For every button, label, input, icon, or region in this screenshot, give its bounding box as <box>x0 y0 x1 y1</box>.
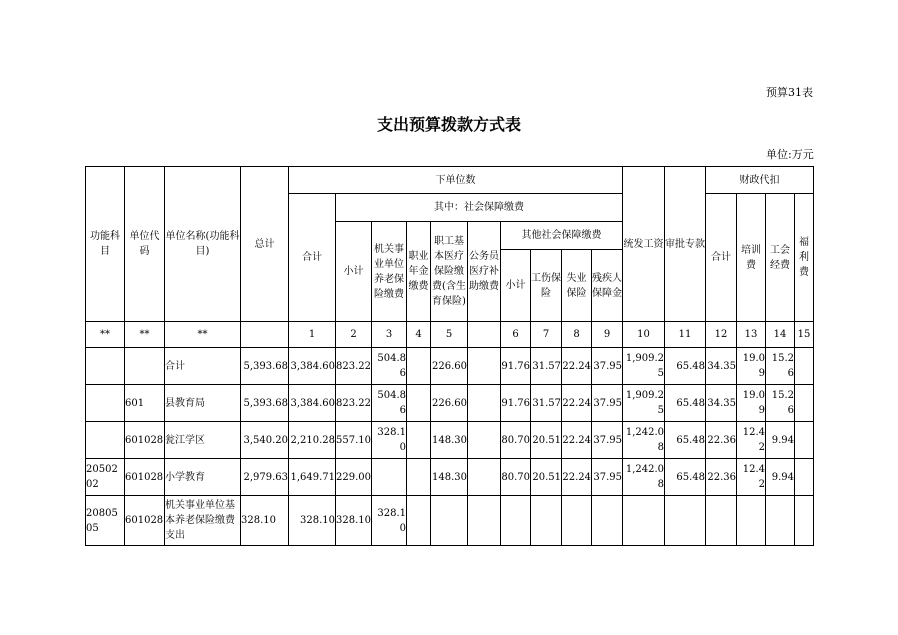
cell-c5: 226.60 <box>431 385 468 422</box>
cell-c13: 12.42 <box>737 422 766 459</box>
cell-c4 <box>407 385 431 422</box>
cell-c14: 9.94 <box>766 459 795 496</box>
header-subtotal-all: 合计 <box>289 194 336 322</box>
header-union: 工会经费 <box>766 194 795 322</box>
index-cell <box>468 322 501 348</box>
cell-c15 <box>795 422 814 459</box>
cell-c10 <box>623 496 665 546</box>
cell-c5b <box>468 348 501 385</box>
cell-c2: 823.22 <box>336 385 372 422</box>
cell-c9: 37.95 <box>592 385 623 422</box>
cell-c7: 31.57 <box>531 348 562 385</box>
cell-code: 601 <box>125 385 165 422</box>
cell-name: 机关事业单位基本养老保险缴费支出 <box>165 496 241 546</box>
table-row <box>86 459 814 496</box>
cell-code <box>125 348 165 385</box>
header-other-ss: 其他社会保障缴费 <box>501 222 623 250</box>
cell-c3 <box>372 459 407 496</box>
index-cell: 5 <box>431 322 468 348</box>
header-civil-medical: 公务员医疗补助缴费 <box>468 222 501 322</box>
index-cell: 13 <box>737 322 766 348</box>
header-disabled: 残疾人保障金 <box>592 250 623 322</box>
cell-c5: 148.30 <box>431 422 468 459</box>
cell-c1: 1,649.71 <box>289 459 336 496</box>
cell-c5b <box>468 459 501 496</box>
header-medical: 职工基本医疗保险缴费(含生育保险) <box>431 222 468 322</box>
cell-c2: 328.10 <box>336 496 372 546</box>
cell-c1: 2,210.28 <box>289 422 336 459</box>
cell-name: 合计 <box>165 348 241 385</box>
cell-c13: 19.09 <box>737 348 766 385</box>
cell-c12: 22.36 <box>706 422 737 459</box>
cell-total: 5,393.68 <box>241 385 289 422</box>
unit-label: 单位:万元 <box>766 148 814 161</box>
cell-c5: 226.60 <box>431 348 468 385</box>
cell-c2: 823.22 <box>336 348 372 385</box>
cell-c4 <box>407 422 431 459</box>
cell-c3: 328.10 <box>372 496 407 546</box>
cell-c14 <box>766 496 795 546</box>
cell-c8 <box>562 496 592 546</box>
cell-c3: 504.86 <box>372 385 407 422</box>
cell-c15 <box>795 385 814 422</box>
budget-table <box>85 166 814 546</box>
index-cell: 1 <box>289 322 336 348</box>
cell-c9: 37.95 <box>592 422 623 459</box>
cell-c8: 22.24 <box>562 385 592 422</box>
cell-c3: 504.86 <box>372 348 407 385</box>
cell-code: 601028 <box>125 496 165 546</box>
header-unemployment: 失业保险 <box>562 250 592 322</box>
cell-name: 小学教育 <box>165 459 241 496</box>
cell-code: 601028 <box>125 422 165 459</box>
header-social-security: 其中：社会保障缴费 <box>336 194 623 222</box>
index-cell: 8 <box>562 322 592 348</box>
cell-c7: 31.57 <box>531 385 562 422</box>
header-welfare: 福利费 <box>795 194 814 322</box>
cell-total: 5,393.68 <box>241 348 289 385</box>
cell-c1: 328.10 <box>289 496 336 546</box>
cell-c9 <box>592 496 623 546</box>
cell-c10: 1,242.08 <box>623 459 665 496</box>
cell-c15 <box>795 459 814 496</box>
header-pension: 机关事业单位养老保险缴费 <box>372 222 407 322</box>
header-lower-units: 下单位数 <box>289 167 623 194</box>
index-cell <box>241 322 289 348</box>
cell-c8: 22.24 <box>562 459 592 496</box>
index-cell: 11 <box>665 322 706 348</box>
cell-c11: 65.48 <box>665 459 706 496</box>
table-tag: 预算31表 <box>766 86 813 99</box>
index-cell: 7 <box>531 322 562 348</box>
cell-func: 2050202 <box>86 459 125 496</box>
cell-c2: 229.00 <box>336 459 372 496</box>
cell-c3: 328.10 <box>372 422 407 459</box>
index-cell: 9 <box>592 322 623 348</box>
page-title: 支出预算拨款方式表 <box>376 115 521 134</box>
cell-c7 <box>531 496 562 546</box>
cell-c13: 19.09 <box>737 385 766 422</box>
cell-func <box>86 385 125 422</box>
cell-c12: 22.36 <box>706 459 737 496</box>
cell-c12: 34.35 <box>706 385 737 422</box>
cell-c4 <box>407 348 431 385</box>
cell-c5b <box>468 496 501 546</box>
cell-c9: 37.95 <box>592 459 623 496</box>
table-row <box>86 496 814 546</box>
index-cell: 14 <box>766 322 795 348</box>
header-unit-code: 单位代码 <box>125 167 165 322</box>
header-approved: 审批专款 <box>665 167 706 322</box>
header-func-code: 功能科目 <box>86 167 125 322</box>
cell-c9: 37.95 <box>592 348 623 385</box>
index-cell: 4 <box>407 322 431 348</box>
cell-c10: 1,909.25 <box>623 348 665 385</box>
index-cell: 2 <box>336 322 372 348</box>
cell-c11 <box>665 496 706 546</box>
header-ss-subtotal: 小计 <box>336 222 372 322</box>
cell-c4 <box>407 496 431 546</box>
index-cell: 15 <box>795 322 814 348</box>
cell-c1: 3,384.60 <box>289 348 336 385</box>
header-unit-name: 单位名称(功能科目) <box>165 167 241 322</box>
cell-c14: 9.94 <box>766 422 795 459</box>
cell-name: 县教育局 <box>165 385 241 422</box>
header-injury: 工伤保险 <box>531 250 562 322</box>
header-other-subtotal: 小计 <box>501 250 531 322</box>
cell-c7: 20.51 <box>531 459 562 496</box>
header-fiscal-withhold: 财政代扣 <box>706 167 814 194</box>
cell-c8: 22.24 <box>562 422 592 459</box>
cell-c8: 22.24 <box>562 348 592 385</box>
table-row <box>86 422 814 459</box>
cell-c6: 91.76 <box>501 385 531 422</box>
cell-c5: 148.30 <box>431 459 468 496</box>
index-cell: 10 <box>623 322 665 348</box>
cell-c12: 34.35 <box>706 348 737 385</box>
cell-func <box>86 422 125 459</box>
cell-c6: 80.70 <box>501 459 531 496</box>
cell-c1: 3,384.60 <box>289 385 336 422</box>
cell-c14: 15.26 <box>766 385 795 422</box>
cell-c15 <box>795 496 814 546</box>
cell-c13: 12.42 <box>737 459 766 496</box>
cell-c11: 65.48 <box>665 422 706 459</box>
cell-c15 <box>795 348 814 385</box>
cell-c2: 557.10 <box>336 422 372 459</box>
header-training: 培训费 <box>737 194 766 322</box>
index-cell: ** <box>125 322 165 348</box>
index-row <box>86 322 814 348</box>
cell-c10: 1,909.25 <box>623 385 665 422</box>
table-row <box>86 348 814 385</box>
cell-func: 2080505 <box>86 496 125 546</box>
cell-c11: 65.48 <box>665 348 706 385</box>
cell-c5b <box>468 422 501 459</box>
cell-c13 <box>737 496 766 546</box>
cell-name: 瓮江学区 <box>165 422 241 459</box>
cell-c7: 20.51 <box>531 422 562 459</box>
cell-c6 <box>501 496 531 546</box>
cell-c6: 91.76 <box>501 348 531 385</box>
cell-c12 <box>706 496 737 546</box>
cell-c10: 1,242.08 <box>623 422 665 459</box>
header-fw-total: 合计 <box>706 194 737 322</box>
cell-c5b <box>468 385 501 422</box>
header-total: 总计 <box>241 167 289 322</box>
cell-func <box>86 348 125 385</box>
header-annuity: 职业年金缴费 <box>407 222 431 322</box>
index-cell: 3 <box>372 322 407 348</box>
index-cell: 6 <box>501 322 531 348</box>
cell-c4 <box>407 459 431 496</box>
cell-c11: 65.48 <box>665 385 706 422</box>
cell-code: 601028 <box>125 459 165 496</box>
table-row <box>86 385 814 422</box>
cell-total: 3,540.20 <box>241 422 289 459</box>
cell-c6: 80.70 <box>501 422 531 459</box>
cell-total: 328.10 <box>241 496 289 546</box>
index-cell: ** <box>86 322 125 348</box>
index-cell: ** <box>165 322 241 348</box>
cell-c5 <box>431 496 468 546</box>
index-cell: 12 <box>706 322 737 348</box>
cell-total: 2,979.63 <box>241 459 289 496</box>
header-unified-salary: 统发工资 <box>623 167 665 322</box>
cell-c14: 15.26 <box>766 348 795 385</box>
